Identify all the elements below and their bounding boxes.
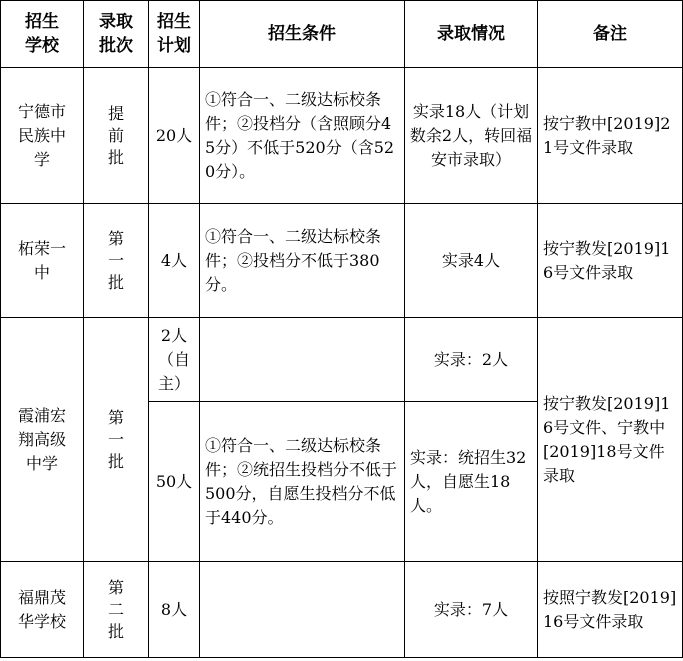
school-cell: 福鼎茂华学校 <box>1 562 84 658</box>
table-row <box>1 318 683 402</box>
header-admission: 录取情况 <box>405 1 538 68</box>
notes-cell: 按照宁教发[2019]16号文件录取 <box>538 562 683 658</box>
plan-cell: 20人 <box>149 68 200 204</box>
notes-cell: 按宁教发[2019]16号文件录取 <box>538 204 683 318</box>
header-row <box>1 1 683 68</box>
school-cell: 宁德市民族中学 <box>1 68 84 204</box>
notes-cell: 按宁教发[2019]16号文件、宁教中[2019]18号文件录取 <box>538 318 683 562</box>
notes-cell: 按宁教中[2019]21号文件录取 <box>538 68 683 204</box>
table-row <box>1 562 683 658</box>
school-cell: 霞浦宏翔高级中学 <box>1 318 84 562</box>
batch-cell: 提前批 <box>84 68 149 204</box>
table-row <box>1 204 683 318</box>
conditions-cell: ①符合一、二级达标校条件；②投档分不低于380分。 <box>200 204 405 318</box>
plan-cell: 4人 <box>149 204 200 318</box>
plan-cell: 50人 <box>149 402 200 562</box>
batch-cell: 第二批 <box>84 562 149 658</box>
header-notes: 备注 <box>538 1 683 68</box>
school-cell: 柘荣一中 <box>1 204 84 318</box>
conditions-cell <box>200 562 405 658</box>
admission-cell: 实录18人（计划数余2人，转回福安市录取） <box>405 68 538 204</box>
batch-cell: 第一批 <box>84 204 149 318</box>
admission-cell: 实录：2人 <box>405 318 538 402</box>
admission-cell: 实录：7人 <box>405 562 538 658</box>
header-school: 招生学校 <box>1 1 84 68</box>
conditions-cell: ①符合一、二级达标校条件；②统招生投档分不低于500分，自愿生投档分不低于440分。 <box>200 402 405 562</box>
conditions-cell <box>200 318 405 402</box>
header-batch: 录取批次 <box>84 1 149 68</box>
header-plan: 招生计划 <box>149 1 200 68</box>
table-row <box>1 68 683 204</box>
batch-cell: 第一批 <box>84 318 149 562</box>
conditions-cell: ①符合一、二级达标校条件；②投档分（含照顾分45分）不低于520分（含520分）。 <box>200 68 405 204</box>
plan-cell: 8人 <box>149 562 200 658</box>
plan-cell: 2人（自主） <box>149 318 200 402</box>
admission-cell: 实录4人 <box>405 204 538 318</box>
header-conditions: 招生条件 <box>200 1 405 68</box>
admission-cell: 实录：统招生32人，自愿生18人。 <box>405 402 538 562</box>
